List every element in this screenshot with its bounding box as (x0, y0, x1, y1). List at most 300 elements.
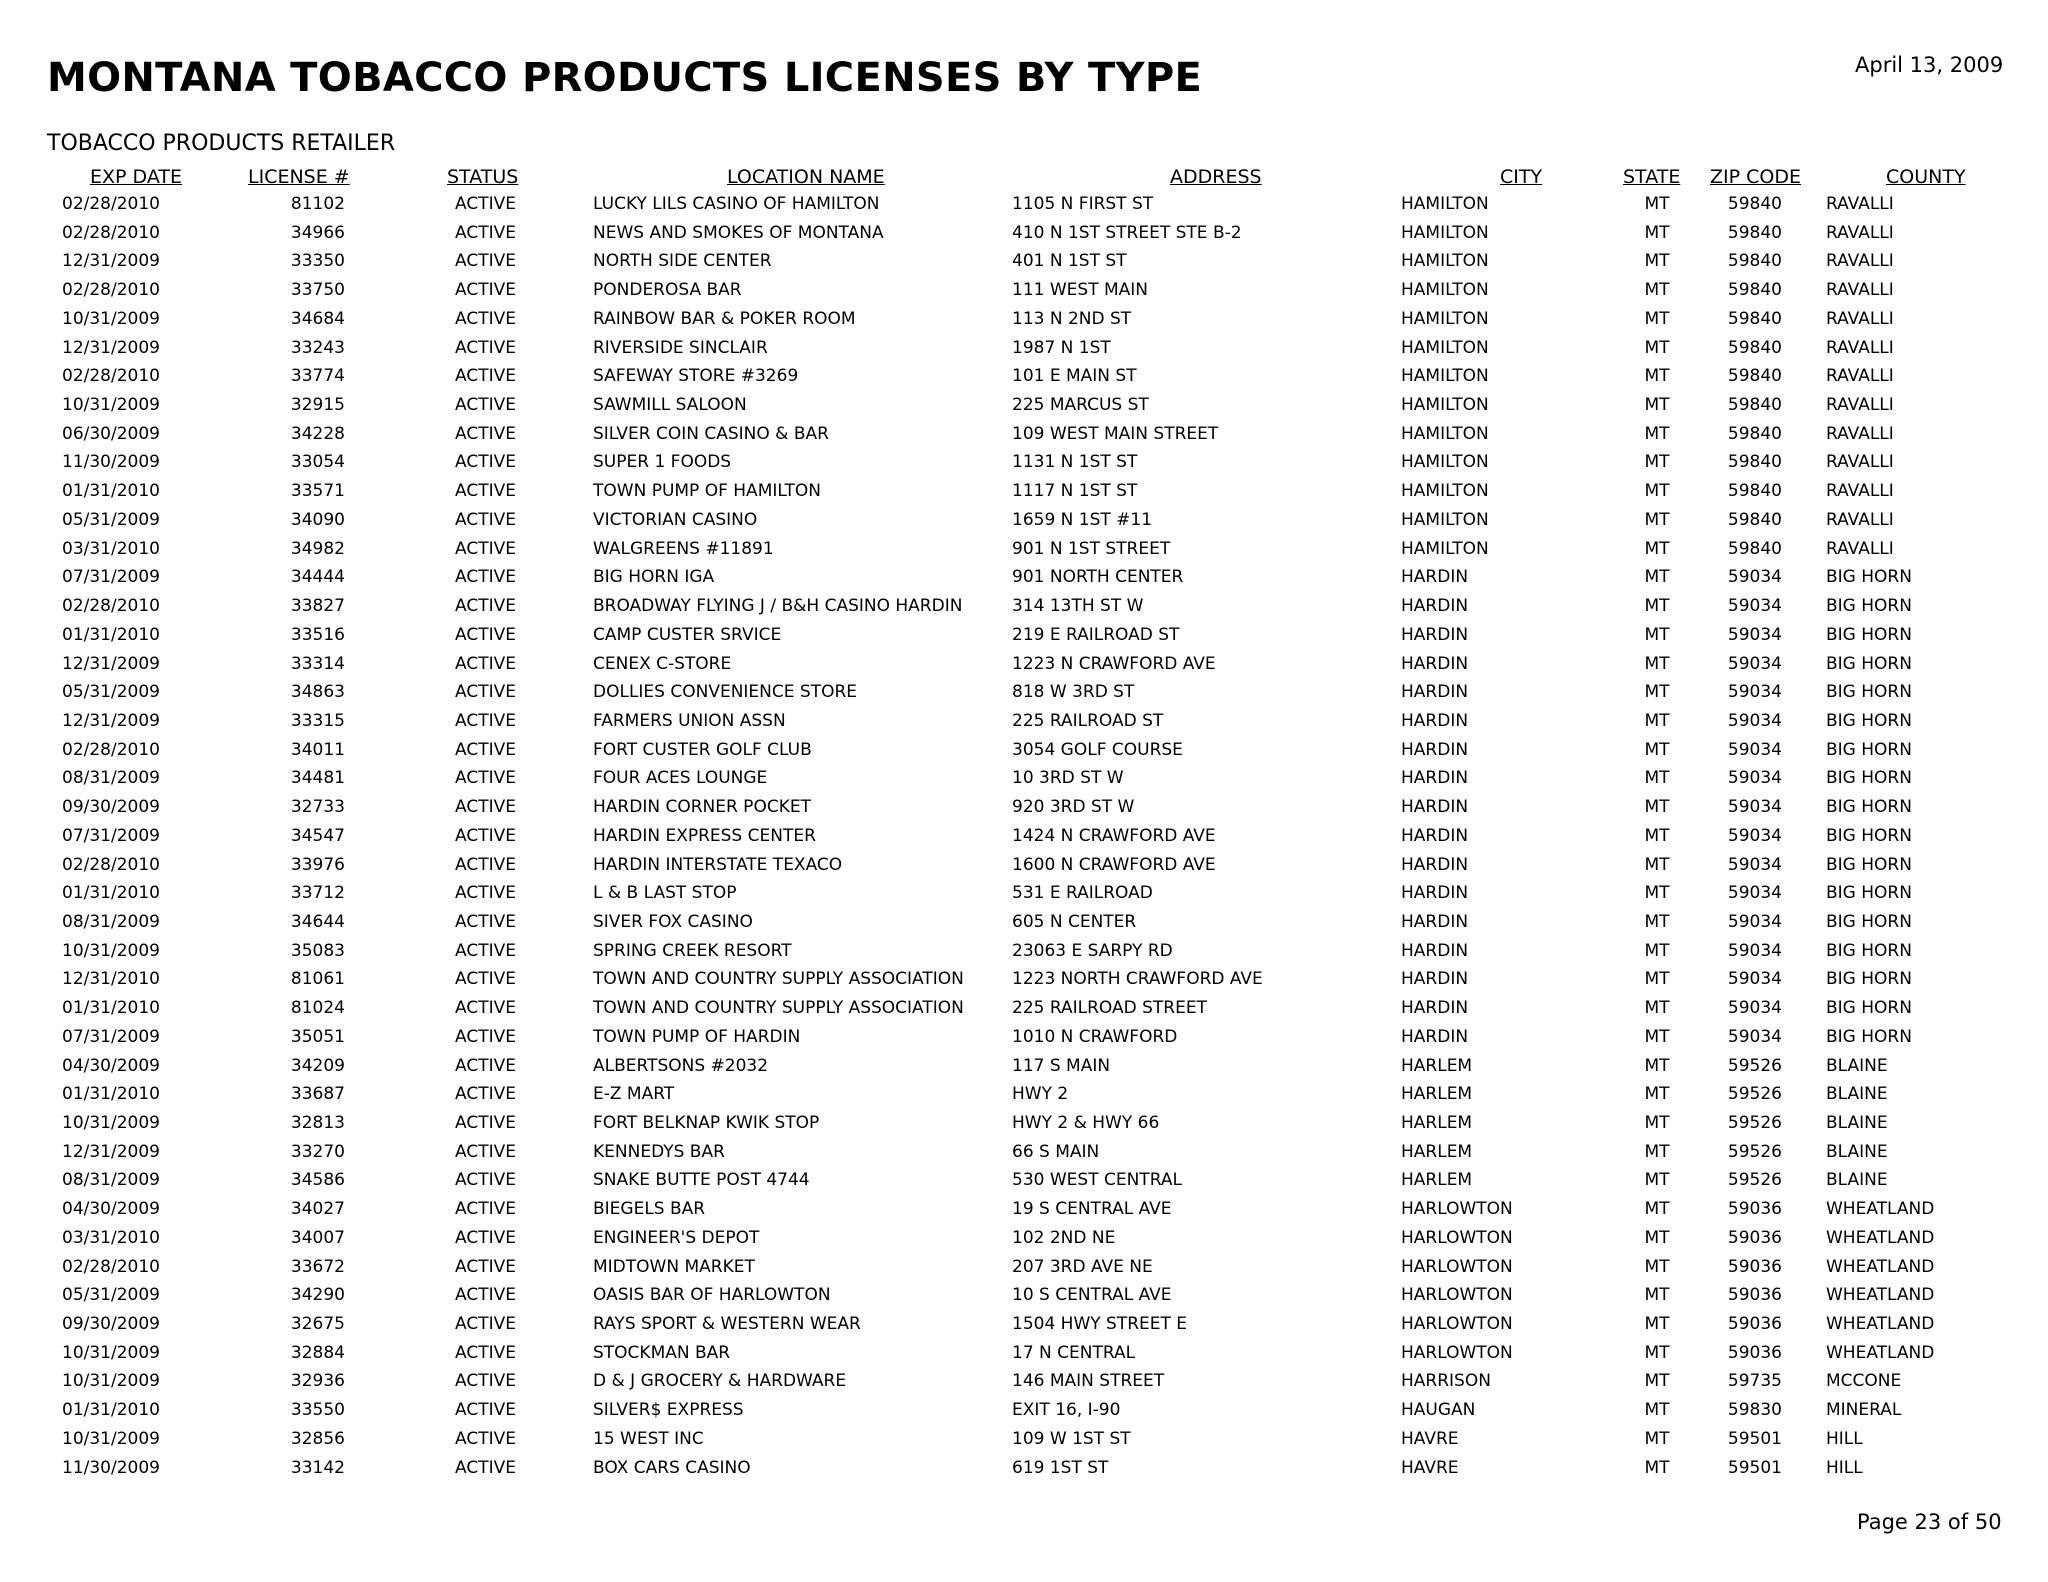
license-number-cell: 33516 (290, 624, 345, 645)
license-number-cell: 81102 (290, 194, 345, 214)
city-cell: HAVRE (1401, 1428, 1459, 1449)
state-cell: MT (1644, 280, 1670, 301)
table-row (0, 277, 2048, 306)
status-cell: ACTIVE (455, 1256, 516, 1277)
address-cell: 901 N 1ST STREET (1012, 538, 1171, 559)
state-cell: MT (1644, 308, 1670, 329)
exp-date-cell: 12/31/2010 (62, 969, 160, 990)
exp-date-cell: 07/31/2009 (62, 1026, 160, 1047)
county-cell: WHEATLAND (1826, 1256, 1935, 1277)
status-cell: ACTIVE (455, 1227, 516, 1248)
table-row (0, 306, 2048, 335)
state-cell: MT (1644, 1400, 1670, 1421)
table-row (0, 737, 2048, 766)
status-cell: ACTIVE (455, 710, 516, 731)
exp-date-cell: 06/30/2009 (62, 423, 160, 444)
state-cell: MT (1644, 1084, 1670, 1105)
status-cell: ACTIVE (455, 1055, 516, 1076)
county-cell: RAVALLI (1826, 538, 1894, 559)
state-cell: MT (1644, 596, 1670, 617)
status-cell: ACTIVE (455, 337, 516, 358)
county-cell: RAVALLI (1826, 481, 1894, 502)
license-number-cell: 34547 (290, 825, 345, 846)
zip-code-cell: 59840 (1727, 222, 1782, 243)
report-date: April 13, 2009 (1855, 53, 2004, 77)
table-row (0, 191, 2048, 220)
state-cell: MT (1644, 940, 1670, 961)
address-cell: 111 WEST MAIN (1012, 280, 1149, 301)
status-cell: ACTIVE (455, 222, 516, 243)
location-name-cell: STOCKMAN BAR (593, 1342, 731, 1363)
address-cell: 219 E RAILROAD ST (1012, 624, 1180, 645)
county-cell: BIG HORN (1826, 998, 1912, 1019)
location-name-cell: SILVER$ EXPRESS (593, 1400, 744, 1421)
zip-code-cell: 59034 (1727, 567, 1782, 588)
address-cell: 1105 N FIRST ST (1012, 194, 1154, 214)
address-cell: 1223 N CRAWFORD AVE (1012, 653, 1216, 674)
exp-date-cell: 12/31/2009 (62, 710, 160, 731)
status-cell: ACTIVE (455, 653, 516, 674)
exp-date-cell: 09/30/2009 (62, 1314, 160, 1335)
license-number-cell: 34007 (290, 1227, 345, 1248)
zip-code-cell: 59840 (1727, 481, 1782, 502)
state-cell: MT (1644, 538, 1670, 559)
table-row (0, 564, 2048, 593)
county-cell: BIG HORN (1826, 911, 1912, 932)
location-name-cell: VICTORIAN CASINO (593, 509, 758, 530)
address-cell: 19 S CENTRAL AVE (1012, 1199, 1172, 1220)
address-cell: 23063 E SARPY RD (1012, 940, 1173, 961)
table-row (0, 622, 2048, 651)
table-row (0, 1110, 2048, 1139)
table-row (0, 938, 2048, 967)
table-row (0, 421, 2048, 450)
address-cell: 530 WEST CENTRAL (1012, 1170, 1182, 1191)
location-name-cell: SUPER 1 FOODS (593, 452, 732, 473)
report-title: MONTANA TOBACCO PRODUCTS LICENSES BY TYPE (47, 55, 1203, 101)
city-cell: HARRISON (1401, 1371, 1491, 1392)
city-cell: HARDIN (1401, 1026, 1469, 1047)
county-cell: BLAINE (1826, 1055, 1888, 1076)
zip-code-cell: 59501 (1727, 1428, 1782, 1449)
county-cell: MINERAL (1826, 1400, 1902, 1421)
address-cell: 1424 N CRAWFORD AVE (1012, 825, 1216, 846)
table-row (0, 449, 2048, 478)
exp-date-cell: 10/31/2009 (62, 1342, 160, 1363)
exp-date-cell: 07/31/2009 (62, 825, 160, 846)
exp-date-cell: 12/31/2009 (62, 337, 160, 358)
zip-code-cell: 59840 (1727, 423, 1782, 444)
address-cell: 10 3RD ST W (1012, 768, 1124, 789)
zip-code-cell: 59034 (1727, 1026, 1782, 1047)
state-cell: MT (1644, 567, 1670, 588)
zip-code-cell: 59840 (1727, 194, 1782, 214)
license-number-cell: 32936 (290, 1371, 345, 1392)
address-cell: 117 S MAIN (1012, 1055, 1111, 1076)
county-cell: BIG HORN (1826, 710, 1912, 731)
exp-date-cell: 10/31/2009 (62, 1113, 160, 1133)
state-cell: MT (1644, 1342, 1670, 1363)
city-cell: HARLOWTON (1401, 1227, 1513, 1248)
address-cell: 605 N CENTER (1012, 911, 1137, 932)
address-cell: 920 3RD ST W (1012, 797, 1135, 818)
status-cell: ACTIVE (455, 1428, 516, 1449)
status-cell: ACTIVE (455, 998, 516, 1019)
county-cell: WHEATLAND (1826, 1227, 1935, 1248)
county-cell: BLAINE (1826, 1084, 1888, 1105)
page-number: Page 23 of 50 (1857, 1510, 2002, 1534)
county-cell: BIG HORN (1826, 854, 1912, 875)
exp-date-cell: 10/31/2009 (62, 940, 160, 961)
zip-code-cell: 59034 (1727, 883, 1782, 904)
zip-code-cell: 59034 (1727, 969, 1782, 990)
location-name-cell: DOLLIES CONVENIENCE STORE (593, 682, 858, 703)
county-cell: BIG HORN (1826, 653, 1912, 674)
county-cell: RAVALLI (1826, 251, 1894, 272)
county-cell: BIG HORN (1826, 940, 1912, 961)
exp-date-cell: 07/31/2009 (62, 567, 160, 588)
exp-date-cell: 02/28/2010 (62, 739, 160, 760)
location-name-cell: KENNEDYS BAR (593, 1141, 725, 1162)
table-row (0, 1340, 2048, 1369)
state-cell: MT (1644, 969, 1670, 990)
county-cell: RAVALLI (1826, 452, 1894, 473)
county-cell: BIG HORN (1826, 768, 1912, 789)
city-cell: HARLEM (1401, 1141, 1473, 1162)
city-cell: HAMILTON (1401, 280, 1489, 301)
zip-code-cell: 59036 (1727, 1256, 1782, 1277)
county-cell: MCCONE (1826, 1371, 1902, 1392)
city-cell: HAMILTON (1401, 194, 1489, 214)
location-name-cell: BROADWAY FLYING J / B&H CASINO HARDIN (593, 596, 963, 617)
state-cell: MT (1644, 251, 1670, 272)
table-row (0, 765, 2048, 794)
license-number-cell: 33054 (290, 452, 345, 473)
location-name-cell: SIVER FOX CASINO (593, 911, 753, 932)
address-cell: HWY 2 & HWY 66 (1012, 1113, 1160, 1133)
county-cell: BIG HORN (1826, 596, 1912, 617)
city-cell: HAMILTON (1401, 481, 1489, 502)
zip-code-cell: 59036 (1727, 1314, 1782, 1335)
table-row (0, 1196, 2048, 1225)
status-cell: ACTIVE (455, 854, 516, 875)
city-cell: HAMILTON (1401, 509, 1489, 530)
license-number-cell: 35083 (290, 940, 345, 961)
county-cell: BIG HORN (1826, 567, 1912, 588)
location-name-cell: PONDEROSA BAR (593, 280, 742, 301)
address-cell: 1117 N 1ST ST (1012, 481, 1138, 502)
city-cell: HAMILTON (1401, 452, 1489, 473)
state-cell: MT (1644, 1055, 1670, 1076)
table-row (0, 1426, 2048, 1455)
zip-code-cell: 59840 (1727, 251, 1782, 272)
address-cell: 101 E MAIN ST (1012, 366, 1137, 387)
status-cell: ACTIVE (455, 1371, 516, 1392)
address-cell: 113 N 2ND ST (1012, 308, 1132, 329)
table-row (0, 966, 2048, 995)
address-cell: 818 W 3RD ST (1012, 682, 1135, 703)
license-type-heading: TOBACCO PRODUCTS RETAILER (47, 131, 396, 156)
address-cell: 225 RAILROAD STREET (1012, 998, 1207, 1019)
state-cell: MT (1644, 1371, 1670, 1392)
status-cell: ACTIVE (455, 1113, 516, 1133)
state-cell: MT (1644, 825, 1670, 846)
exp-date-cell: 02/28/2010 (62, 366, 160, 387)
license-table-body (0, 191, 2048, 1483)
county-cell: WHEATLAND (1826, 1285, 1935, 1306)
column-header-address: ADDRESS (1170, 166, 1262, 188)
city-cell: HAMILTON (1401, 308, 1489, 329)
state-cell: MT (1644, 1256, 1670, 1277)
status-cell: ACTIVE (455, 1026, 516, 1047)
status-cell: ACTIVE (455, 1199, 516, 1220)
status-cell: ACTIVE (455, 567, 516, 588)
status-cell: ACTIVE (455, 883, 516, 904)
address-cell: 225 MARCUS ST (1012, 395, 1149, 416)
state-cell: MT (1644, 1170, 1670, 1191)
state-cell: MT (1644, 222, 1670, 243)
status-cell: ACTIVE (455, 1141, 516, 1162)
table-row (0, 823, 2048, 852)
license-number-cell: 33142 (290, 1457, 345, 1478)
exp-date-cell: 02/28/2010 (62, 854, 160, 875)
county-cell: HILL (1826, 1428, 1863, 1449)
city-cell: HAMILTON (1401, 538, 1489, 559)
state-cell: MT (1644, 452, 1670, 473)
table-row (0, 995, 2048, 1024)
table-row (0, 708, 2048, 737)
exp-date-cell: 10/31/2009 (62, 395, 160, 416)
exp-date-cell: 08/31/2009 (62, 911, 160, 932)
exp-date-cell: 02/28/2010 (62, 1256, 160, 1277)
license-number-cell: 33712 (290, 883, 345, 904)
column-header-location-name: LOCATION NAME (727, 166, 885, 188)
table-row (0, 507, 2048, 536)
zip-code-cell: 59034 (1727, 624, 1782, 645)
license-number-cell: 32675 (290, 1314, 345, 1335)
exp-date-cell: 12/31/2009 (62, 1141, 160, 1162)
exp-date-cell: 04/30/2009 (62, 1199, 160, 1220)
city-cell: HARDIN (1401, 739, 1469, 760)
county-cell: RAVALLI (1826, 337, 1894, 358)
license-number-cell: 33315 (290, 710, 345, 731)
city-cell: HAMILTON (1401, 366, 1489, 387)
state-cell: MT (1644, 797, 1670, 818)
exp-date-cell: 02/28/2010 (62, 222, 160, 243)
zip-code-cell: 59840 (1727, 280, 1782, 301)
location-name-cell: L & B LAST STOP (593, 883, 737, 904)
address-cell: EXIT 16, I-90 (1012, 1400, 1121, 1421)
license-number-cell: 33314 (290, 653, 345, 674)
location-name-cell: RAYS SPORT & WESTERN WEAR (593, 1314, 861, 1335)
city-cell: HAMILTON (1401, 395, 1489, 416)
license-number-cell: 34209 (290, 1055, 345, 1076)
county-cell: WHEATLAND (1826, 1342, 1935, 1363)
status-cell: ACTIVE (455, 911, 516, 932)
table-row (0, 1225, 2048, 1254)
license-number-cell: 34684 (290, 308, 345, 329)
location-name-cell: LUCKY LILS CASINO OF HAMILTON (593, 194, 880, 214)
address-cell: 619 1ST ST (1012, 1457, 1109, 1478)
county-cell: BIG HORN (1826, 624, 1912, 645)
license-number-cell: 32733 (290, 797, 345, 818)
table-row (0, 1368, 2048, 1397)
state-cell: MT (1644, 998, 1670, 1019)
city-cell: HAMILTON (1401, 423, 1489, 444)
location-name-cell: FORT CUSTER GOLF CLUB (593, 739, 812, 760)
address-cell: 1600 N CRAWFORD AVE (1012, 854, 1216, 875)
status-cell: ACTIVE (455, 509, 516, 530)
column-header-license: LICENSE # (248, 166, 350, 188)
state-cell: MT (1644, 1314, 1670, 1335)
zip-code-cell: 59036 (1727, 1342, 1782, 1363)
address-cell: 1223 NORTH CRAWFORD AVE (1012, 969, 1263, 990)
zip-code-cell: 59034 (1727, 797, 1782, 818)
city-cell: HARDIN (1401, 969, 1469, 990)
status-cell: ACTIVE (455, 366, 516, 387)
location-name-cell: SAWMILL SALOON (593, 395, 747, 416)
exp-date-cell: 10/31/2009 (62, 1371, 160, 1392)
state-cell: MT (1644, 854, 1670, 875)
exp-date-cell: 02/28/2010 (62, 280, 160, 301)
county-cell: BIG HORN (1826, 797, 1912, 818)
status-cell: ACTIVE (455, 481, 516, 502)
status-cell: ACTIVE (455, 280, 516, 301)
address-cell: 102 2ND NE (1012, 1227, 1116, 1248)
status-cell: ACTIVE (455, 1457, 516, 1478)
state-cell: MT (1644, 1428, 1670, 1449)
city-cell: HARDIN (1401, 883, 1469, 904)
license-number-cell: 34444 (290, 567, 345, 588)
city-cell: HARLEM (1401, 1055, 1473, 1076)
zip-code-cell: 59034 (1727, 911, 1782, 932)
status-cell: ACTIVE (455, 1170, 516, 1191)
city-cell: HARDIN (1401, 710, 1469, 731)
column-header-city: CITY (1500, 166, 1543, 188)
zip-code-cell: 59034 (1727, 596, 1782, 617)
table-row (0, 1455, 2048, 1484)
location-name-cell: BIG HORN IGA (593, 567, 715, 588)
address-cell: 225 RAILROAD ST (1012, 710, 1164, 731)
exp-date-cell: 01/31/2010 (62, 883, 160, 904)
zip-code-cell: 59034 (1727, 768, 1782, 789)
address-cell: 109 WEST MAIN STREET (1012, 423, 1219, 444)
city-cell: HARDIN (1401, 567, 1469, 588)
state-cell: MT (1644, 1285, 1670, 1306)
city-cell: HARDIN (1401, 911, 1469, 932)
location-name-cell: FOUR ACES LOUNGE (593, 768, 768, 789)
address-cell: 314 13TH ST W (1012, 596, 1144, 617)
table-row (0, 794, 2048, 823)
exp-date-cell: 02/28/2010 (62, 596, 160, 617)
state-cell: MT (1644, 509, 1670, 530)
zip-code-cell: 59526 (1727, 1113, 1782, 1133)
license-number-cell: 34586 (290, 1170, 345, 1191)
address-cell: HWY 2 (1012, 1084, 1069, 1105)
exp-date-cell: 12/31/2009 (62, 653, 160, 674)
zip-code-cell: 59840 (1727, 395, 1782, 416)
license-number-cell: 34863 (290, 682, 345, 703)
state-cell: MT (1644, 481, 1670, 502)
address-cell: 401 N 1ST ST (1012, 251, 1127, 272)
status-cell: ACTIVE (455, 825, 516, 846)
table-row (0, 335, 2048, 364)
exp-date-cell: 10/31/2009 (62, 308, 160, 329)
county-cell: WHEATLAND (1826, 1199, 1935, 1220)
license-number-cell: 33550 (290, 1400, 345, 1421)
city-cell: HARDIN (1401, 768, 1469, 789)
zip-code-cell: 59036 (1727, 1227, 1782, 1248)
city-cell: HARLEM (1401, 1084, 1473, 1105)
table-row (0, 1139, 2048, 1168)
zip-code-cell: 59034 (1727, 739, 1782, 760)
county-cell: RAVALLI (1826, 222, 1894, 243)
status-cell: ACTIVE (455, 797, 516, 818)
column-header-zip-code: ZIP CODE (1710, 166, 1801, 188)
status-cell: ACTIVE (455, 251, 516, 272)
state-cell: MT (1644, 710, 1670, 731)
zip-code-cell: 59034 (1727, 998, 1782, 1019)
location-name-cell: CAMP CUSTER SRVICE (593, 624, 782, 645)
location-name-cell: D & J GROCERY & HARDWARE (593, 1371, 847, 1392)
exp-date-cell: 12/31/2009 (62, 251, 160, 272)
exp-date-cell: 11/30/2009 (62, 452, 160, 473)
exp-date-cell: 03/31/2010 (62, 1227, 160, 1248)
license-number-cell: 34228 (290, 423, 345, 444)
exp-date-cell: 08/31/2009 (62, 1170, 160, 1191)
state-cell: MT (1644, 1227, 1670, 1248)
status-cell: ACTIVE (455, 768, 516, 789)
address-cell: 17 N CENTRAL (1012, 1342, 1136, 1363)
state-cell: MT (1644, 682, 1670, 703)
county-cell: HILL (1826, 1457, 1863, 1478)
city-cell: HARLOWTON (1401, 1342, 1513, 1363)
table-row (0, 220, 2048, 249)
zip-code-cell: 59034 (1727, 940, 1782, 961)
license-number-cell: 34290 (290, 1285, 345, 1306)
status-cell: ACTIVE (455, 969, 516, 990)
status-cell: ACTIVE (455, 624, 516, 645)
zip-code-cell: 59840 (1727, 308, 1782, 329)
zip-code-cell: 59526 (1727, 1141, 1782, 1162)
state-cell: MT (1644, 194, 1670, 214)
address-cell: 1131 N 1ST ST (1012, 452, 1138, 473)
county-cell: RAVALLI (1826, 194, 1894, 214)
location-name-cell: TOWN AND COUNTRY SUPPLY ASSOCIATION (593, 998, 964, 1019)
location-name-cell: HARDIN EXPRESS CENTER (593, 825, 816, 846)
table-row (0, 392, 2048, 421)
zip-code-cell: 59830 (1727, 1400, 1782, 1421)
table-row (0, 1053, 2048, 1082)
county-cell: BLAINE (1826, 1170, 1888, 1191)
location-name-cell: WALGREENS #11891 (593, 538, 774, 559)
location-name-cell: SNAKE BUTTE POST 4744 (593, 1170, 810, 1191)
address-cell: 1504 HWY STREET E (1012, 1314, 1188, 1335)
county-cell: BIG HORN (1826, 1026, 1912, 1047)
zip-code-cell: 59735 (1727, 1371, 1782, 1392)
city-cell: HAMILTON (1401, 251, 1489, 272)
table-row (0, 909, 2048, 938)
city-cell: HARDIN (1401, 998, 1469, 1019)
exp-date-cell: 08/31/2009 (62, 768, 160, 789)
state-cell: MT (1644, 1113, 1670, 1133)
location-name-cell: E-Z MART (593, 1084, 675, 1105)
county-cell: BLAINE (1826, 1141, 1888, 1162)
exp-date-cell: 01/31/2010 (62, 1400, 160, 1421)
location-name-cell: SPRING CREEK RESORT (593, 940, 792, 961)
table-row (0, 593, 2048, 622)
zip-code-cell: 59034 (1727, 710, 1782, 731)
